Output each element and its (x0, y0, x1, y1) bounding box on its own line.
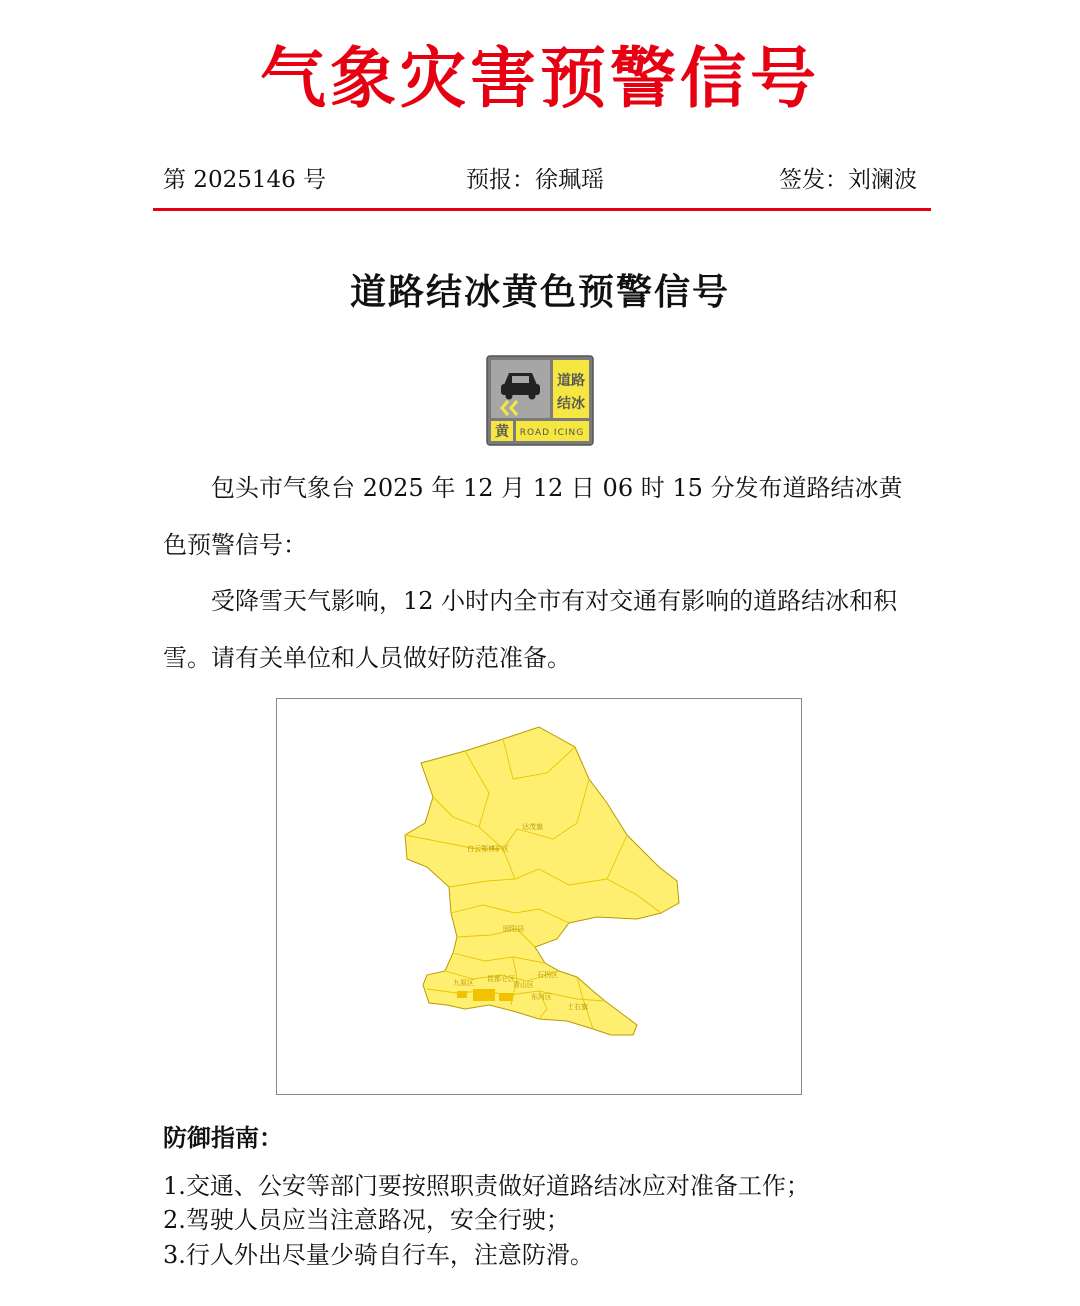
sign-text-line1: 道路 (557, 373, 585, 389)
sign-english-text: ROAD ICING (519, 428, 585, 438)
map-label: 达茂旗 (522, 823, 543, 831)
masthead-title: 气象灾害预警信号 (260, 39, 820, 117)
guide-item: 2.驾驶人员应当注意路况，安全行驶； (163, 1206, 570, 1234)
forecaster: 预报：徐珮瑶 (466, 167, 604, 193)
road-icing-yellow-warning-sign (486, 355, 594, 446)
map-label: 昆都仑区 (487, 975, 515, 983)
map-label: 九原区 (453, 979, 474, 987)
announcement-paragraph: 包头市气象台 2025 年 12 月 12 日 06 时 15 分发布道路结冰黄色预警信号： (163, 474, 903, 559)
defense-guide-heading: 防御指南： (163, 1123, 283, 1152)
map-label: 固阳县 (503, 925, 524, 933)
map-label: 东河区 (531, 993, 552, 1001)
sign-level-char: 黄 (495, 424, 509, 440)
issue-number: 第 2025146 号 (163, 167, 327, 193)
sign-text-line2: 结冰 (557, 396, 585, 412)
header-divider (153, 208, 931, 211)
impact-paragraph: 受降雪天气影响，12 小时内全市有对交通有影响的道路结冰和积雪。请有关单位和人员做好防范准备。 (163, 587, 898, 672)
map-label: 青山区 (513, 981, 534, 989)
warning-title: 道路结冰黄色预警信号 (349, 271, 730, 313)
signer: 签发：刘澜波 (779, 167, 917, 193)
baotou-region-map (277, 699, 801, 1094)
guide-item: 1.交通、公安等部门要按照职责做好道路结冰应对准备工作； (163, 1172, 810, 1200)
map-label: 土右旗 (567, 1003, 588, 1011)
guide-item: 3.行人外出尽量少骑自行车，注意防滑。 (163, 1241, 594, 1269)
map-label: 白云鄂博矿区 (467, 845, 509, 853)
warning-region-fill (405, 727, 679, 1035)
warning-area-map (276, 698, 802, 1095)
map-label: 石拐区 (537, 971, 558, 979)
